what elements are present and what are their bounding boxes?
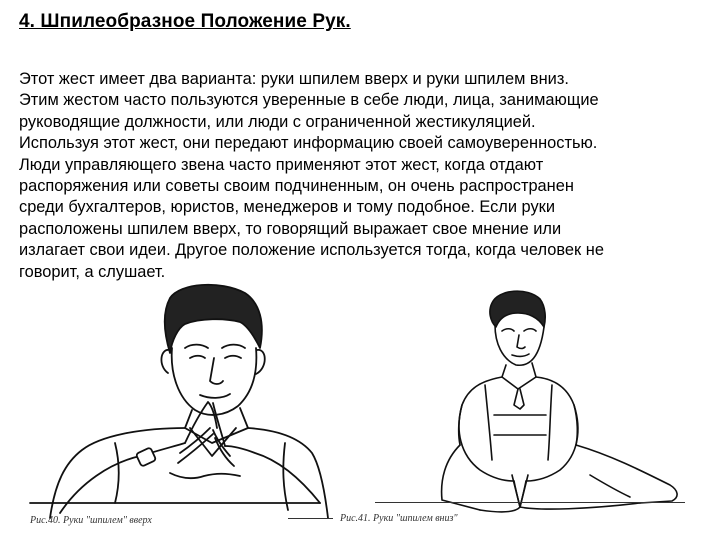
body-line: Этот жест имеет два варианта: руки шпилем вверх и руки шпилем вниз. [19,70,569,88]
body-line: Люди управляющего звена часто применяют этот жест, когда отдают [19,155,544,174]
body-line: Этим жестом часто пользуются уверенные в себе люди, лица, занимающие [19,91,599,110]
body-line: излагает свои идеи. Другое положение используется тогда, когда человек не [19,241,604,260]
figure-caption: Рис.41. Руки "шпилем вниз" [340,513,458,524]
divider [375,502,685,503]
body-line: распоряжения или советы своим подчиненным, он очень распространен [19,177,574,196]
illustration-steeple-up [20,278,330,520]
body-line: Используя этот жест, они передают информацию своей самоуверенностью. [19,134,598,153]
body-line: расположены шпилем вверх, то говорящий выражает свое мнение или [19,219,562,238]
slide-title: 4. Шпилеобразное Положение Рук. [19,11,351,32]
figure-caption: Рис.40. Руки "шпилем" вверх [30,515,152,526]
body-line: говорит, а слушает. [19,262,166,281]
body-line: среди бухгалтеров, юристов, менеджеров и тому подобное. Если руки [19,198,555,217]
illustration-steeple-down [440,285,690,520]
body-line: руководящие должности, или люди с ограниченной жестикуляцией. [19,112,536,131]
divider [288,518,333,519]
body-paragraph [19,69,699,283]
